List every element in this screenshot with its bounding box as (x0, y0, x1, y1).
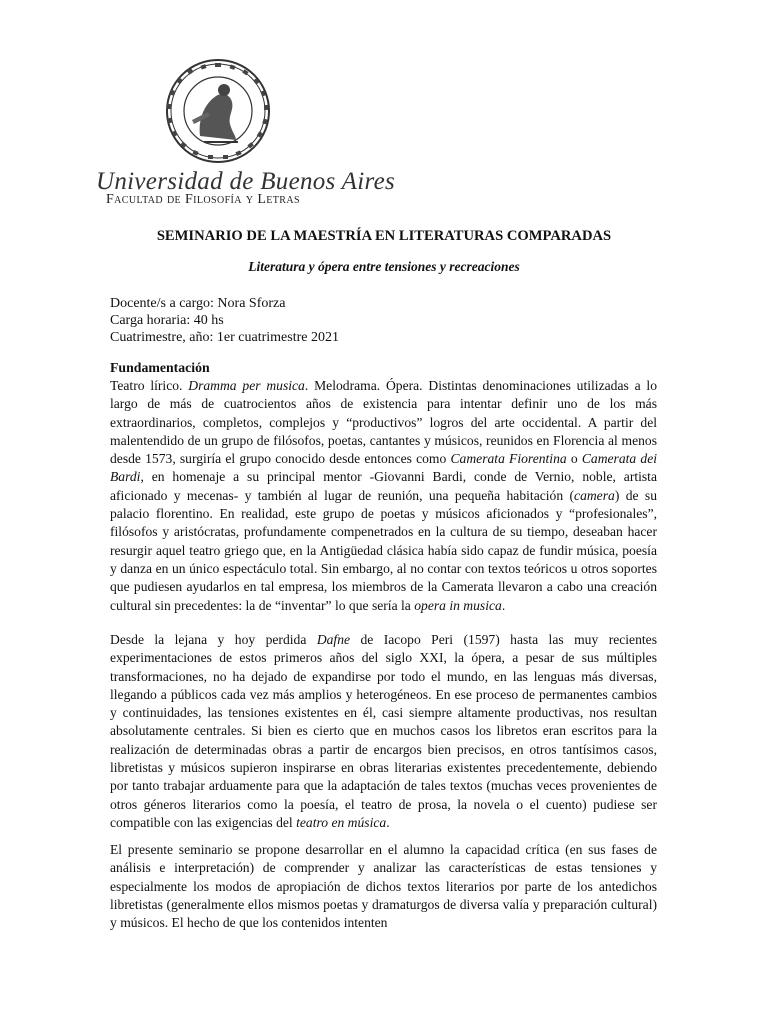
p1-text-2: . Melodrama. Ópera. Distintas denominaciones utilizadas a lo largo de más de cuatrocientos años de existencia para intentar definir uno de los más extraordinarios, completos, complejos y “productivos” logros del arte occidental. A partir del malentendido de un grupo de filósofos, poetas, cantantes y músicos, reunidos en Florencia al menos desde 1573, surgiría el grupo conocido desde entonces como (110, 378, 658, 467)
paragraph-1 (110, 377, 657, 615)
p2-text-2: de Iacopo Peri (1597) hasta las muy recientes experimentaciones de estos primeros años del siglo XXI, la ópera, a pesar de sus múltiples transformaciones, no ha dejado de expandirse por todo el mundo, en las lenguas más diversas, llegando a públicos cada vez más amplios y heterogéneos. En ese proceso de permanentes cambios y continuidades, las tensiones existentes en él, casi siempre altamente productivas, nos resultan absolutamente centrales. Si bien es cierto que en muchos casos los libretos eran escritos para la realización de determinadas obras a partir de encargos bien precisos, en otros tantísimos casos, libretistas y músicos supieron inspirarse en obras literarias existentes precedentemente, debiendo por tanto trabajar arduamente para que la adaptación de tales textos (muchas veces provenientes de otros géneros literarios como la poesía, el teatro de prosa, la novela o el cuento) pudiese ser compatible con las exigencias del (110, 632, 657, 830)
section-heading: Fundamentación (110, 360, 210, 375)
paragraph-3 (110, 841, 657, 932)
p1-italic-3: Camerata dei Bardi (110, 451, 658, 485)
p1-text-1: Teatro lírico. (110, 378, 189, 393)
p1-text-6: . (501, 597, 506, 613)
university-seal-logo (148, 58, 288, 164)
document-title: SEMINARIO DE LA MAESTRÍA EN LITERATURAS COMPARADAS (156, 228, 612, 244)
faculty-name: Facultad de Filosofía y Letras (106, 192, 300, 207)
p3-text-1: El presente seminario se propone desarrollar en el alumno la capacidad crítica (en sus fases de análisis e interpretación) de comprender y analizar las características de estas tensiones y especialmente los modos de apropiación de dichos textos literarios por parte de los antedichos libretistas (generalmente ellos mismos poetas y dramaturgos de diversa valía y preparación cultural) y músicos. El hecho de que los contenidos intenten (110, 842, 657, 931)
p1-text-5: ) de su palacio florentino. En realidad, este grupo de poetas y músicos aficionados y “profesionales”, filósofos y aristócratas, profundamente compenetrados en la cultura de su tiempo, deseaban hacer resurgir aquel teatro griego que, en la Antigüedad clásica había sido capaz de fundir música, poesía y danza en un único espectáculo total. Sin embargo, al no contar con textos teóricos u otros soportes que pudiesen ayudarlos en tal empresa, los miembros de la Camerata llevaron a cabo una creación cultural sin precedentes: la de “inventar” lo que sería la (110, 487, 657, 613)
p2-text-3: . (386, 814, 390, 830)
p2-italic-1: Dafne (316, 632, 351, 647)
p1-italic-4: camera (574, 487, 615, 503)
info-cuatrimestre: Cuatrimestre, año: 1er cuatrimestre 2021 (110, 330, 339, 345)
p1-text-4: , en homenaje a su principal mentor -Giovanni Bardi, conde de Vernio, noble, artista aficionado y mecenas- y también al lugar de reunión, una pequeña habitación ( (110, 469, 657, 503)
p1-italic-2: Camerata Fiorentina (450, 451, 567, 467)
p1-italic-5: opera in musica (414, 597, 502, 613)
info-docente: Docente/s a cargo: Nora Sforza (110, 296, 286, 311)
p2-text-1: Desde la lejana y hoy perdida (110, 632, 317, 647)
document-subtitle: Literatura y ópera entre tensiones y recreaciones (248, 259, 520, 274)
info-carga-horaria: Carga horaria: 40 hs (110, 313, 224, 328)
p1-text-3: o (566, 451, 582, 467)
paragraph-2 (110, 631, 657, 832)
p1-italic-1: Dramma per musica (188, 378, 305, 393)
p2-italic-2: teatro en música (296, 814, 387, 830)
university-name: Universidad de Buenos Aires (96, 168, 396, 195)
